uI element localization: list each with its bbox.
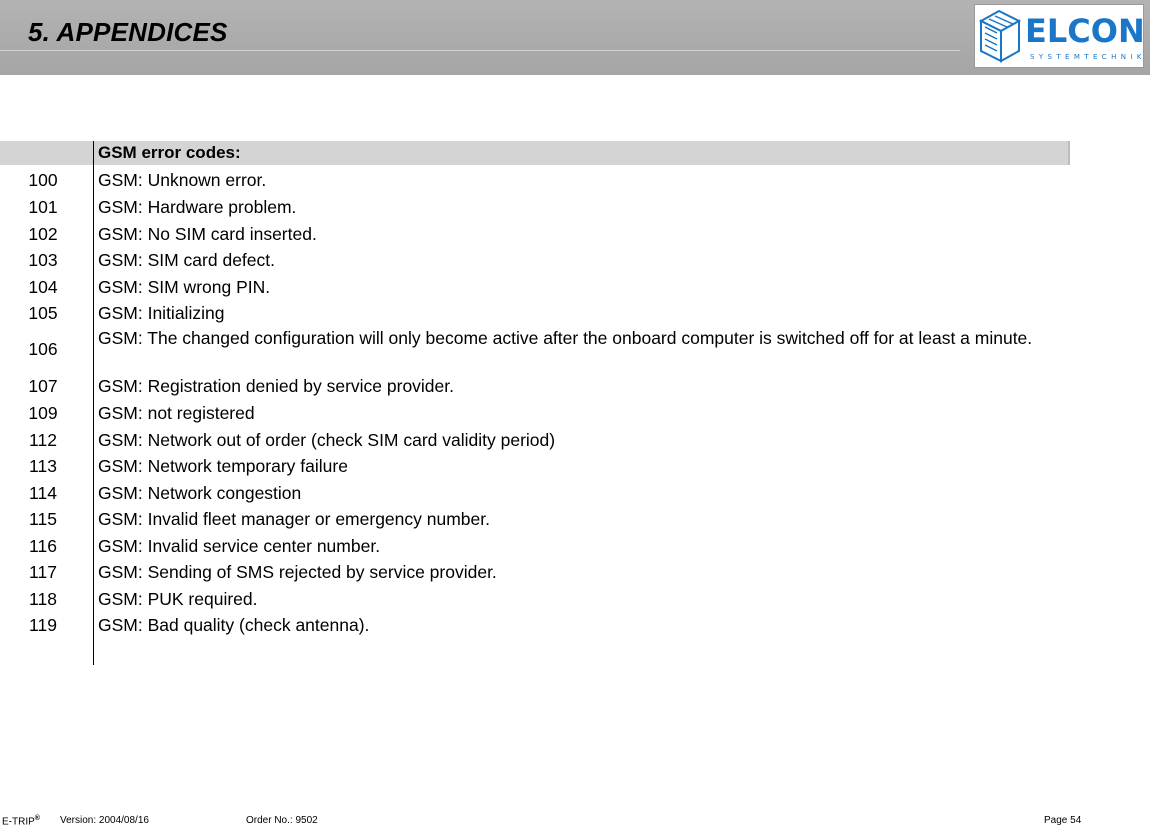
- error-code: 117: [29, 562, 57, 582]
- registered-mark: ®: [34, 815, 40, 822]
- error-description: GSM: PUK required.: [98, 589, 258, 609]
- error-description: GSM: No SIM card inserted.: [98, 224, 317, 244]
- error-description: GSM: Network temporary failure: [98, 456, 348, 476]
- error-description: GSM: Invalid fleet manager or emergency number.: [98, 509, 490, 529]
- error-code: 103: [28, 250, 58, 270]
- error-code: 107: [28, 376, 58, 396]
- error-code: 100: [28, 170, 58, 190]
- error-description: GSM: Registration denied by service provider.: [98, 376, 454, 396]
- error-description: GSM: not registered: [98, 403, 255, 423]
- error-description: GSM: Bad quality (check antenna).: [98, 615, 370, 635]
- error-code: 105: [28, 303, 58, 323]
- error-description: GSM: Network congestion: [98, 483, 302, 503]
- cube-logo-icon: [977, 7, 1023, 65]
- footer-product-name: E-TRIP: [2, 816, 35, 828]
- error-code: 114: [29, 483, 57, 503]
- error-code: 113: [29, 456, 57, 476]
- error-code: 109: [28, 403, 58, 423]
- footer-page-number: Page 54: [1044, 815, 1082, 826]
- error-code: 116: [29, 536, 57, 556]
- error-description: GSM: Initializing: [98, 303, 225, 323]
- error-description: GSM: The changed configuration will only become active after the onboard computer is switched off for at least a minute.: [98, 328, 1033, 348]
- error-description: GSM: Network out of order (check SIM card validity period): [98, 430, 556, 450]
- error-code: 118: [29, 589, 57, 609]
- table-heading: GSM error codes:: [98, 143, 241, 162]
- error-description: GSM: SIM card defect.: [98, 250, 275, 270]
- error-code: 112: [29, 430, 57, 450]
- footer-order-number: Order No.: 9502: [246, 815, 318, 826]
- error-code: 115: [29, 509, 57, 529]
- error-code: 106: [28, 339, 58, 359]
- error-description: GSM: Invalid service center number.: [98, 536, 381, 556]
- error-description: GSM: Sending of SMS rejected by service provider.: [98, 562, 497, 582]
- error-description: GSM: Hardware problem.: [98, 197, 297, 217]
- error-code: 101: [28, 197, 58, 217]
- logo-subtitle: SYSTEMTECHNIK: [1030, 53, 1146, 61]
- header-divider: [0, 50, 960, 51]
- error-code: 102: [28, 224, 58, 244]
- page-title: 5. APPENDICES: [28, 17, 228, 47]
- logo-wordmark: ELCON: [1025, 12, 1145, 50]
- footer-product: [2, 815, 40, 827]
- error-code: 119: [29, 615, 57, 635]
- footer-version: Version: 2004/08/16: [60, 815, 149, 826]
- error-code: 104: [28, 277, 58, 297]
- table-header-edge: [1068, 141, 1070, 165]
- error-description: GSM: SIM wrong PIN.: [98, 277, 271, 297]
- elcon-logo: [974, 4, 1144, 68]
- error-description: GSM: Unknown error.: [98, 170, 267, 190]
- table-column-divider: [93, 141, 94, 665]
